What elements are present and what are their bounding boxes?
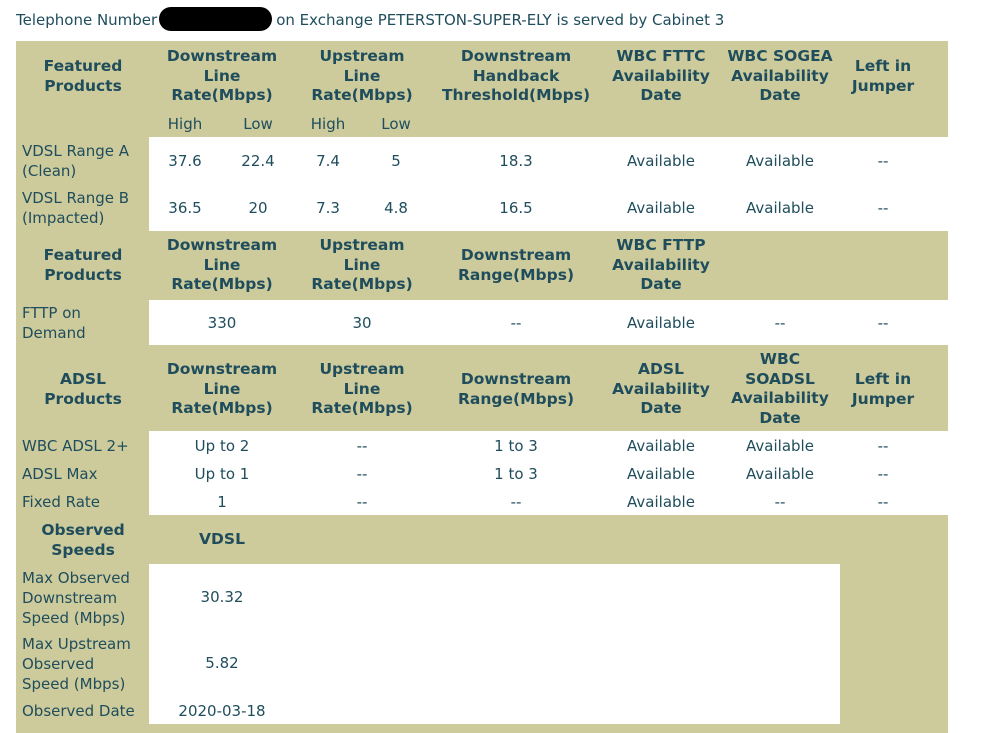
fttp-header-range: Downstream Range(Mbps) bbox=[457, 246, 575, 284]
table-cell: -- bbox=[510, 493, 522, 511]
table-cell: -- bbox=[356, 437, 368, 455]
heading-suffix: on Exchange PETERSTON-SUPER-ELY is served by Cabinet 3 bbox=[276, 11, 725, 29]
adsl-header-soadsl: WBC SOADSL Availability Date bbox=[731, 350, 829, 427]
table-cell: -- bbox=[356, 493, 368, 511]
page-heading bbox=[16, 7, 724, 31]
observed-header-title: Observed Speeds bbox=[41, 521, 125, 559]
observed-row-label: Max Upstream Observed Speed (Mbps) bbox=[22, 635, 131, 693]
vdsl-header-fttc: WBC FTTC Availability Date bbox=[612, 47, 710, 104]
fttp-header-downstream: Downstream Line Rate(Mbps) bbox=[166, 236, 278, 293]
table-cell: Up to 1 bbox=[194, 465, 250, 483]
table-cell: -- bbox=[774, 493, 786, 511]
vdsl-sub-us-high: High bbox=[310, 115, 346, 133]
table-cell: 2020-03-18 bbox=[178, 702, 266, 720]
vdsl-header-downstream: Downstream Line Rate(Mbps) bbox=[166, 47, 278, 104]
table-cell: -- bbox=[877, 493, 889, 511]
table-cell: Available bbox=[627, 199, 695, 217]
adsl-header-downstream: Downstream Line Rate(Mbps) bbox=[166, 360, 278, 417]
observed-row-label: Max Observed Downstream Speed (Mbps) bbox=[22, 569, 130, 627]
fttp-header-featured: Featured Products bbox=[43, 246, 123, 284]
vdsl-header-upstream: Upstream Line Rate(Mbps) bbox=[311, 47, 413, 104]
table-cell: 36.5 bbox=[168, 199, 202, 217]
observed-row-label: Observed Date bbox=[22, 702, 135, 720]
table-cell: Available bbox=[746, 437, 814, 455]
table-cell: 1 to 3 bbox=[494, 465, 538, 483]
table-cell: 5 bbox=[391, 152, 401, 170]
adsl-row-label: ADSL Max bbox=[22, 465, 98, 483]
adsl-data-band bbox=[149, 431, 948, 515]
table-cell: 330 bbox=[207, 314, 237, 332]
vdsl-sub-ds-high: High bbox=[167, 115, 203, 133]
table-cell: 30 bbox=[352, 314, 372, 332]
redacted-number bbox=[159, 7, 272, 31]
vdsl-sub-ds-low: Low bbox=[243, 115, 273, 133]
table-cell: 18.3 bbox=[499, 152, 533, 170]
table-cell: -- bbox=[877, 199, 889, 217]
table-cell: -- bbox=[877, 465, 889, 483]
adsl-header-products: ADSL Products bbox=[44, 370, 122, 408]
table-cell: 4.8 bbox=[384, 199, 408, 217]
table-cell: Available bbox=[627, 152, 695, 170]
table-cell: 22.4 bbox=[241, 152, 275, 170]
table-cell: 16.5 bbox=[499, 199, 533, 217]
adsl-header-range: Downstream Range(Mbps) bbox=[457, 370, 575, 408]
table-cell: Available bbox=[746, 465, 814, 483]
availability-table bbox=[16, 41, 948, 733]
adsl-header-upstream: Upstream Line Rate(Mbps) bbox=[311, 360, 413, 417]
vdsl-row-b-label: VDSL Range B (Impacted) bbox=[22, 189, 130, 227]
fttp-header-avail: WBC FTTP Availability Date bbox=[612, 236, 710, 293]
table-cell: -- bbox=[877, 152, 889, 170]
table-cell: 1 to 3 bbox=[494, 437, 538, 455]
table-cell: 7.4 bbox=[316, 152, 340, 170]
table-cell: -- bbox=[356, 465, 368, 483]
table-cell: -- bbox=[774, 314, 786, 332]
table-cell: 7.3 bbox=[316, 199, 340, 217]
vdsl-row-a-label: VDSL Range A (Clean) bbox=[22, 142, 130, 180]
table-cell: Up to 2 bbox=[194, 437, 250, 455]
table-cell: 37.6 bbox=[168, 152, 202, 170]
table-cell: Available bbox=[746, 152, 814, 170]
table-cell: 20 bbox=[248, 199, 268, 217]
table-cell: 30.32 bbox=[200, 588, 244, 606]
vdsl-header-sogea: WBC SOGEA Availability Date bbox=[727, 47, 833, 104]
adsl-header-jumper: Left in Jumper bbox=[851, 370, 915, 408]
vdsl-header-featured: Featured Products bbox=[43, 57, 123, 95]
table-cell: Available bbox=[627, 314, 695, 332]
vdsl-header-jumper: Left in Jumper bbox=[851, 57, 915, 95]
table-cell: Available bbox=[627, 465, 695, 483]
table-cell: Available bbox=[746, 199, 814, 217]
table-cell: -- bbox=[877, 314, 889, 332]
table-cell: 1 bbox=[217, 493, 227, 511]
heading-prefix: Telephone Number bbox=[16, 11, 158, 29]
fttp-header-upstream: Upstream Line Rate(Mbps) bbox=[311, 236, 413, 293]
adsl-header-avail: ADSL Availability Date bbox=[612, 360, 710, 417]
fttp-row-label: FTTP on Demand bbox=[22, 304, 86, 342]
table-cell: Available bbox=[627, 437, 695, 455]
table-cell: Available bbox=[627, 493, 695, 511]
table-cell: 5.82 bbox=[205, 654, 239, 672]
vdsl-header-threshold: Downstream Handback Threshold(Mbps) bbox=[441, 47, 591, 104]
vdsl-sub-us-low: Low bbox=[381, 115, 411, 133]
observed-data-band bbox=[149, 564, 840, 724]
fttp-data-band bbox=[149, 300, 948, 345]
table-cell: -- bbox=[877, 437, 889, 455]
table-cell: -- bbox=[510, 314, 522, 332]
adsl-row-label: Fixed Rate bbox=[22, 493, 101, 511]
observed-header-vdsl: VDSL bbox=[199, 530, 245, 548]
adsl-row-label: WBC ADSL 2+ bbox=[22, 437, 129, 455]
